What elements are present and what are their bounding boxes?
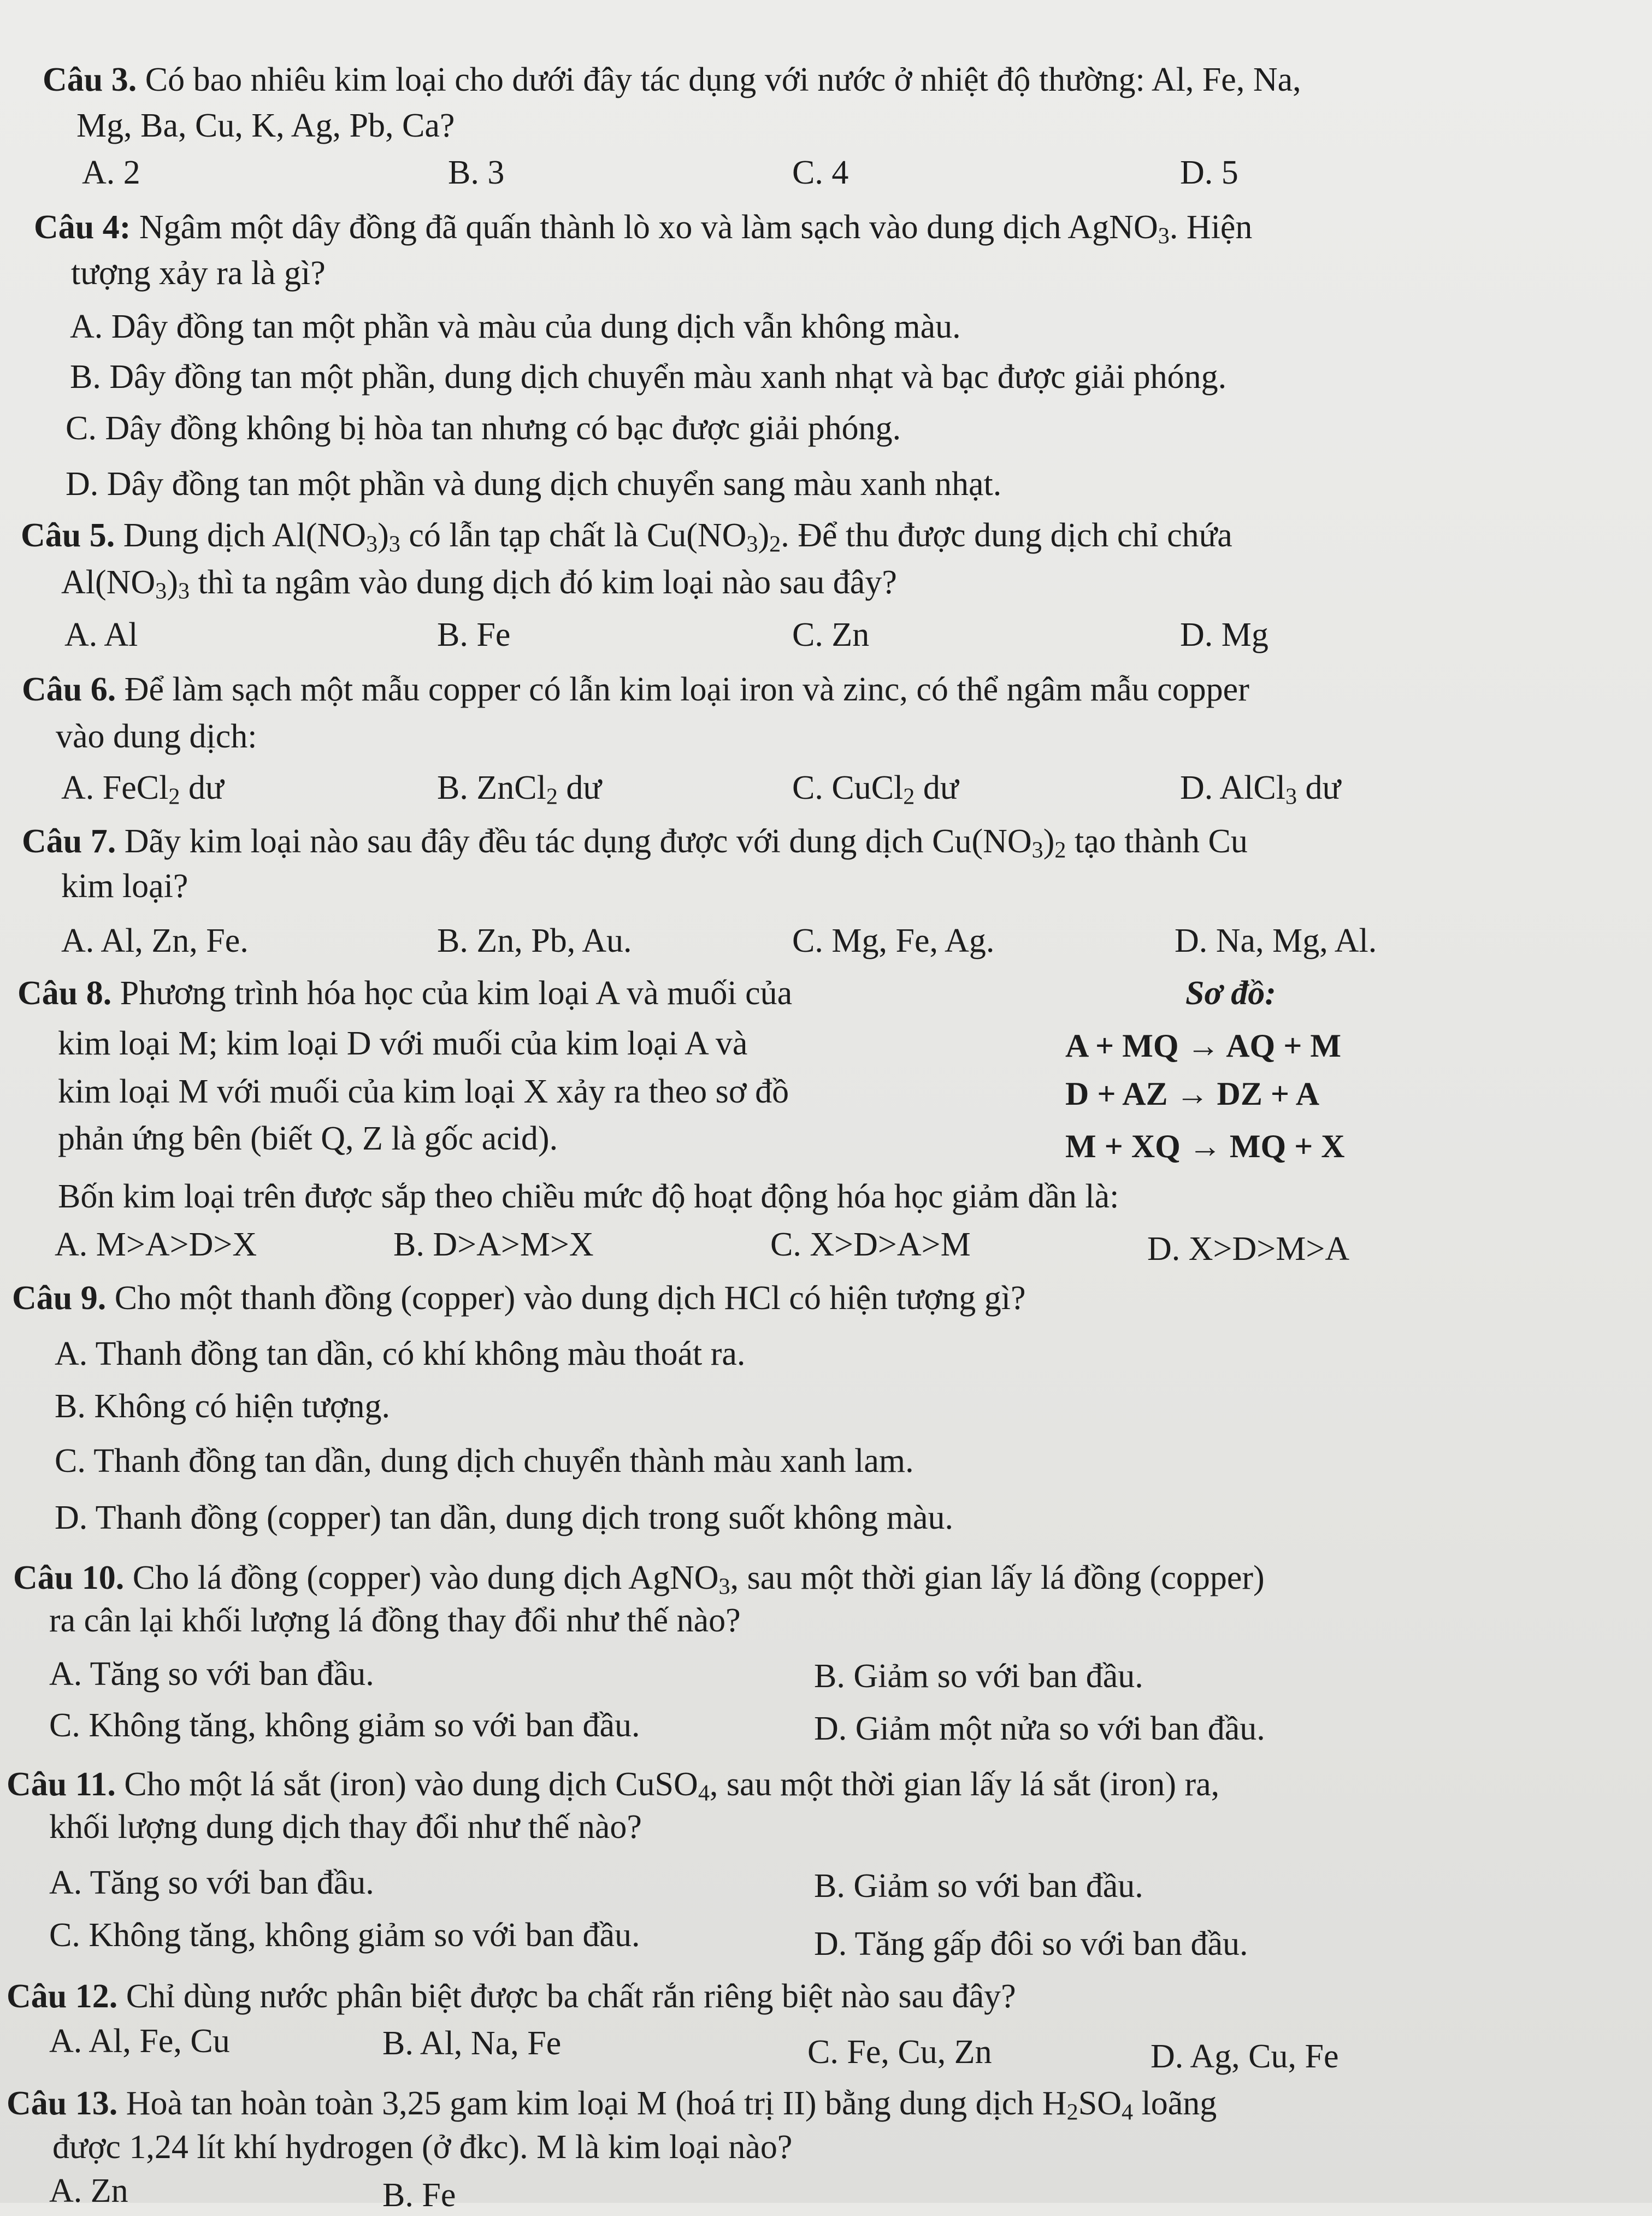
question-7-stem-cont: kim loại?: [61, 868, 188, 905]
option-a[interactable]: A. Al: [64, 616, 138, 653]
option-a[interactable]: A. Tăng so với ban đầu.: [49, 1655, 374, 1693]
option-b[interactable]: B. ZnCl$_2$ dư: [437, 769, 601, 810]
option-d[interactable]: D. Dây đồng tan một phần và dung dịch chuyển sang màu xanh nhạt.: [66, 465, 1002, 503]
option-d[interactable]: D. Thanh đồng (copper) tan dần, dung dịch trong suốt không màu.: [55, 1499, 953, 1536]
question-8-stem-line5: Bốn kim loại trên được sắp theo chiều mức độ hoạt động hóa học giảm dần là:: [58, 1178, 1119, 1215]
option-c[interactable]: C. Fe, Cu, Zn: [807, 2034, 992, 2071]
option-c[interactable]: C. Mg, Fe, Ag.: [792, 922, 995, 959]
question-6-stem: Câu 6. Để làm sạch một mẫu copper có lẫn kim loại iron và zinc, có thể ngâm mẫu copper: [22, 671, 1249, 708]
option-c[interactable]: C. Không tăng, không giảm so với ban đầu.: [49, 1707, 640, 1744]
question-13-stem-cont: được 1,24 lít khí hydrogen (ở đkc). M là kim loại nào?: [52, 2129, 793, 2166]
question-5-stem-cont: $Al(NO_3)_3$ thì ta ngâm vào dung dịch đó kim loại nào sau đây?: [61, 564, 897, 604]
option-c[interactable]: C. Zn: [792, 616, 870, 653]
question-12-stem: Câu 12. Chỉ dùng nước phân biệt được ba chất rắn riêng biệt nào sau đây?: [7, 1978, 1016, 2015]
option-a[interactable]: A. Dây đồng tan một phần và màu của dung dịch vẫn không màu.: [70, 308, 961, 345]
option-d[interactable]: D. 5: [1180, 154, 1238, 191]
question-7-stem: Câu 7. Dãy kim loại nào sau đây đều tác dụng được với dung dịch $Cu(NO_3)_2$ tạo thành Cu: [22, 823, 1248, 863]
question-8-stem-line4: phản ứng bên (biết Q, Z là gốc acid).: [58, 1120, 558, 1157]
option-d[interactable]: D. Na, Mg, Al.: [1175, 922, 1377, 959]
question-3-stem-cont: Mg, Ba, Cu, K, Ag, Pb, Ca?: [76, 107, 455, 144]
option-b[interactable]: B. D>A>M>X: [393, 1226, 594, 1263]
question-4-stem-cont: tượng xảy ra là gì?: [71, 255, 326, 292]
question-13-stem: Câu 13. Hoà tan hoàn toàn 3,25 gam kim loại M (hoá trị II) bằng dung dịch $H_2SO_4$ loãng: [7, 2085, 1217, 2125]
option-d[interactable]: D. X>D>M>A: [1147, 1230, 1350, 1268]
option-a[interactable]: A. Tăng so với ban đầu.: [49, 1864, 374, 1901]
option-a[interactable]: A. Al, Fe, Cu: [49, 2023, 230, 2060]
question-10-stem-cont: ra cân lại khối lượng lá đồng thay đổi như thế nào?: [49, 1602, 741, 1639]
option-b[interactable]: B. Giảm so với ban đầu.: [814, 1867, 1143, 1905]
question-3-stem: Câu 3. Có bao nhiêu kim loại cho dưới đây tác dụng với nước ở nhiệt độ thường: Al, Fe, Na,: [43, 61, 1301, 98]
option-d[interactable]: D. AlCl$_3$ dư: [1180, 769, 1341, 810]
option-d[interactable]: D. Mg: [1180, 616, 1268, 653]
option-b[interactable]: B. Fe: [437, 616, 511, 653]
option-c[interactable]: C. 4: [792, 154, 849, 191]
option-a[interactable]: A. Thanh đồng tan dần, có khí không màu thoát ra.: [55, 1335, 746, 1372]
option-d[interactable]: D. Tăng gấp đôi so với ban đầu.: [814, 1925, 1248, 1962]
option-a[interactable]: A. Al, Zn, Fe.: [61, 922, 249, 959]
option-b[interactable]: B. Dây đồng tan một phần, dung dịch chuyển màu xanh nhạt và bạc được giải phóng.: [70, 358, 1227, 396]
option-b[interactable]: B. Al, Na, Fe: [382, 2025, 562, 2062]
scheme-equation-2: D + AZ → DZ + A: [1065, 1076, 1320, 1112]
option-b[interactable]: B. Giảm so với ban đầu.: [814, 1658, 1143, 1695]
option-c[interactable]: C. CuCl$_2$ dư: [792, 769, 959, 810]
question-9-stem: Câu 9. Cho một thanh đồng (copper) vào dung dịch HCl có hiện tượng gì?: [12, 1280, 1026, 1317]
option-c[interactable]: C. Dây đồng không bị hòa tan nhưng có bạc được giải phóng.: [66, 410, 901, 447]
question-4-stem: Câu 4: Ngâm một dây đồng đã quấn thành lò xo và làm sạch vào dung dịch AgNO$_3$. Hiện: [34, 209, 1253, 249]
question-8-stem: Câu 8. Phương trình hóa học của kim loại A và muối của: [17, 975, 793, 1012]
question-5-stem: Câu 5. Dung dịch $Al(NO_3)_3$ có lẫn tạp chất là $Cu(NO_3)_2$. Để thu được dung dịch chỉ chứa: [21, 517, 1232, 557]
option-a[interactable]: A. FeCl$_2$ dư: [61, 769, 224, 810]
scheme-title: Sơ đồ:: [1185, 975, 1276, 1012]
question-8-stem-line2: kim loại M; kim loại D với muối của kim loại A và: [58, 1025, 748, 1062]
option-c[interactable]: C. Không tăng, không giảm so với ban đầu.: [49, 1917, 640, 1954]
question-10-stem: Câu 10. Cho lá đồng (copper) vào dung dịch AgNO$_3$, sau một thời gian lấy lá đồng (copper): [13, 1559, 1265, 1600]
option-a[interactable]: A. Zn: [49, 2172, 128, 2209]
question-11-stem: Câu 11. Cho một lá sắt (iron) vào dung dịch CuSO$_4$, sau một thời gian lấy lá sắt (iron) ra,: [7, 1766, 1220, 1806]
option-b[interactable]: B. 3: [448, 154, 505, 191]
question-8-stem-line3: kim loại M với muối của kim loại X xảy ra theo sơ đồ: [58, 1073, 789, 1110]
option-d[interactable]: D. Giảm một nửa so với ban đầu.: [814, 1710, 1265, 1747]
option-a[interactable]: A. M>A>D>X: [55, 1226, 257, 1263]
option-b[interactable]: B. Fe: [382, 2177, 456, 2214]
question-6-stem-cont: vào dung dịch:: [56, 718, 257, 755]
option-b[interactable]: B. Zn, Pb, Au.: [437, 922, 632, 959]
scheme-equation-3: M + XQ → MQ + X: [1065, 1128, 1345, 1164]
option-b[interactable]: B. Không có hiện tượng.: [55, 1388, 391, 1425]
option-c[interactable]: C. Thanh đồng tan dần, dung dịch chuyển thành màu xanh lam.: [55, 1442, 914, 1480]
question-11-stem-cont: khối lượng dung dịch thay đổi như thế nào?: [49, 1808, 642, 1846]
option-a[interactable]: A. 2: [82, 154, 140, 191]
option-c[interactable]: C. X>D>A>M: [770, 1226, 971, 1263]
scheme-equation-1: A + MQ → AQ + M: [1065, 1028, 1342, 1064]
option-d[interactable]: D. Ag, Cu, Fe: [1150, 2038, 1339, 2075]
